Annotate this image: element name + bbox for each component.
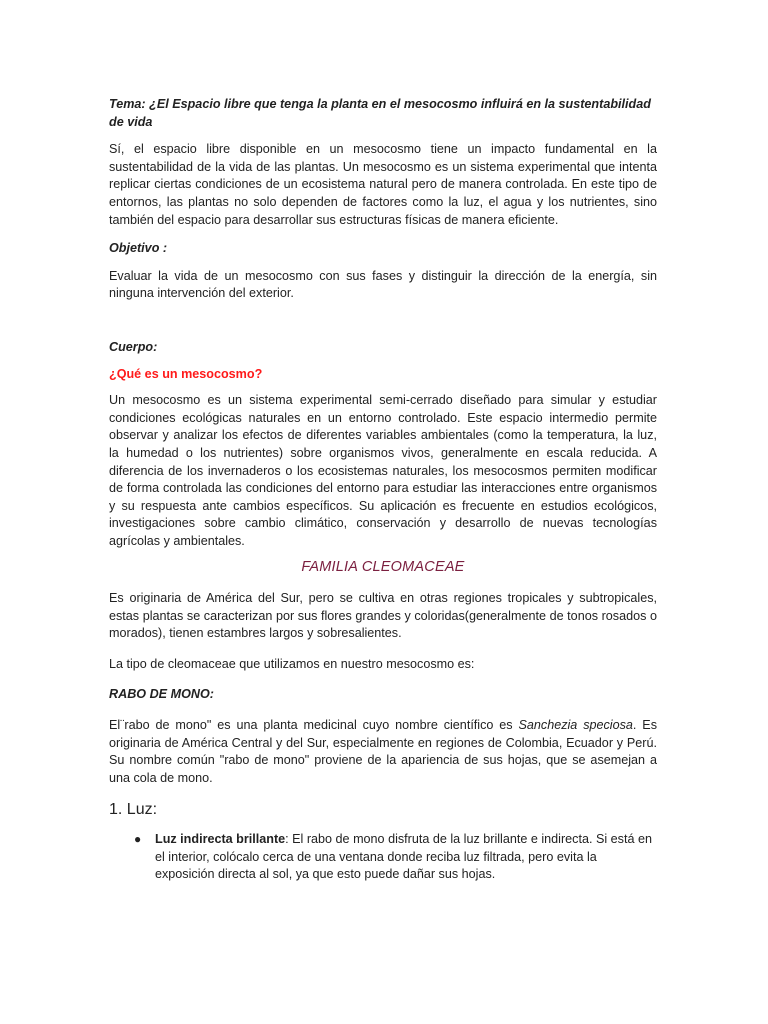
familia-paragraph: Es originaria de América del Sur, pero se cultiva en otras regiones tropicales y subtropicales, estas plantas se caracterizan por sus flores grandes y coloridas(generalmente de tonos rosados o morados), tienen estambres largos y sobresalientes. [109, 591, 657, 641]
objetivo-paragraph: Evaluar la vida de un mesocosmo con sus fases y distinguir la dirección de la energía, sin ninguna intervención del exterior. [109, 268, 657, 301]
rabo-heading: RABO DE MONO: [109, 687, 214, 702]
intro-paragraph: Sí, el espacio libre disponible en un mesocosmo tiene un impacto fundamental en la sustentabilidad de la vida de las plantas. Un mesocosmo es un sistema experimental que intenta replicar ciertas condiciones de un ecosistema natural pero de manera controlada. En este tipo de entornos, las plantas no solo dependen de factores como la luz, el agua y los nutrientes, sino también del espacio para desarrollar sus estructuras físicas de manera eficiente. [109, 142, 657, 227]
familia-heading: FAMILIA CLEOMACEAE [301, 559, 465, 576]
que-es-heading: ¿Qué es un mesocosmo? [109, 366, 263, 381]
tema-heading: Tema: ¿El Espacio libre que tenga la planta en el mesocosmo influirá en la sustentabilidad de vida [109, 97, 651, 129]
tipo-paragraph: La tipo de cleomaceae que utilizamos en nuestro mesocosmo es: [109, 656, 475, 671]
rabo-paragraph: El¨rabo de mono" es una planta medicinal cuyo nombre científico es Sanchezia speciosa. Es originaria de América Central y del Sur, especialmente en regiones de Colombia, Ecuador y Perú. Su nombre común "rabo de mono" proviene de la apariencia de sus hojas, que se asemejan a una cola de mono. [109, 718, 657, 785]
list-item [109, 831, 657, 884]
luz-heading: 1. Luz: [109, 801, 158, 819]
bullet-bold: Luz indirecta brillante [155, 832, 286, 846]
objetivo-heading: Objetivo : [109, 241, 168, 256]
cuerpo-heading: Cuerpo: [109, 339, 158, 354]
mesocosmo-paragraph: Un mesocosmo es un sistema experimental semi-cerrado diseñado para simular y estudiar condiciones ecológicas naturales en un entorno controlado. Este espacio intermedio permite observar y analizar los efectos de diferentes variables ambientales (como la temperatura, la luz, la humedad o los nutrientes) sobre organismos vivos, generalmente en escala reducida. A diferencia de los invernaderos o los ecosistemas naturales, los mesocosmos permiten modificar de forma controlada las condiciones del entorno para estudiar las interacciones entre organismos y su respuesta ante cambios específicos. Su aplicación es frecuente en estudios ecológicos, investigaciones sobre cambio climático, conservación y desarrollo de nuevas tecnologías agrícolas y ambientales. [109, 393, 657, 548]
bullet-icon: ● [134, 832, 142, 846]
bullet-text: : El rabo de mono disfruta de la luz brillante e indirecta. Si está en el interior, colócalo cerca de una ventana donde reciba luz filtrada, pero evita la exposición directa al sol, ya que esto puede dañar sus hojas. [155, 832, 652, 882]
scientific-name: Sanchezia speciosa [518, 718, 633, 733]
document-page [109, 96, 657, 884]
